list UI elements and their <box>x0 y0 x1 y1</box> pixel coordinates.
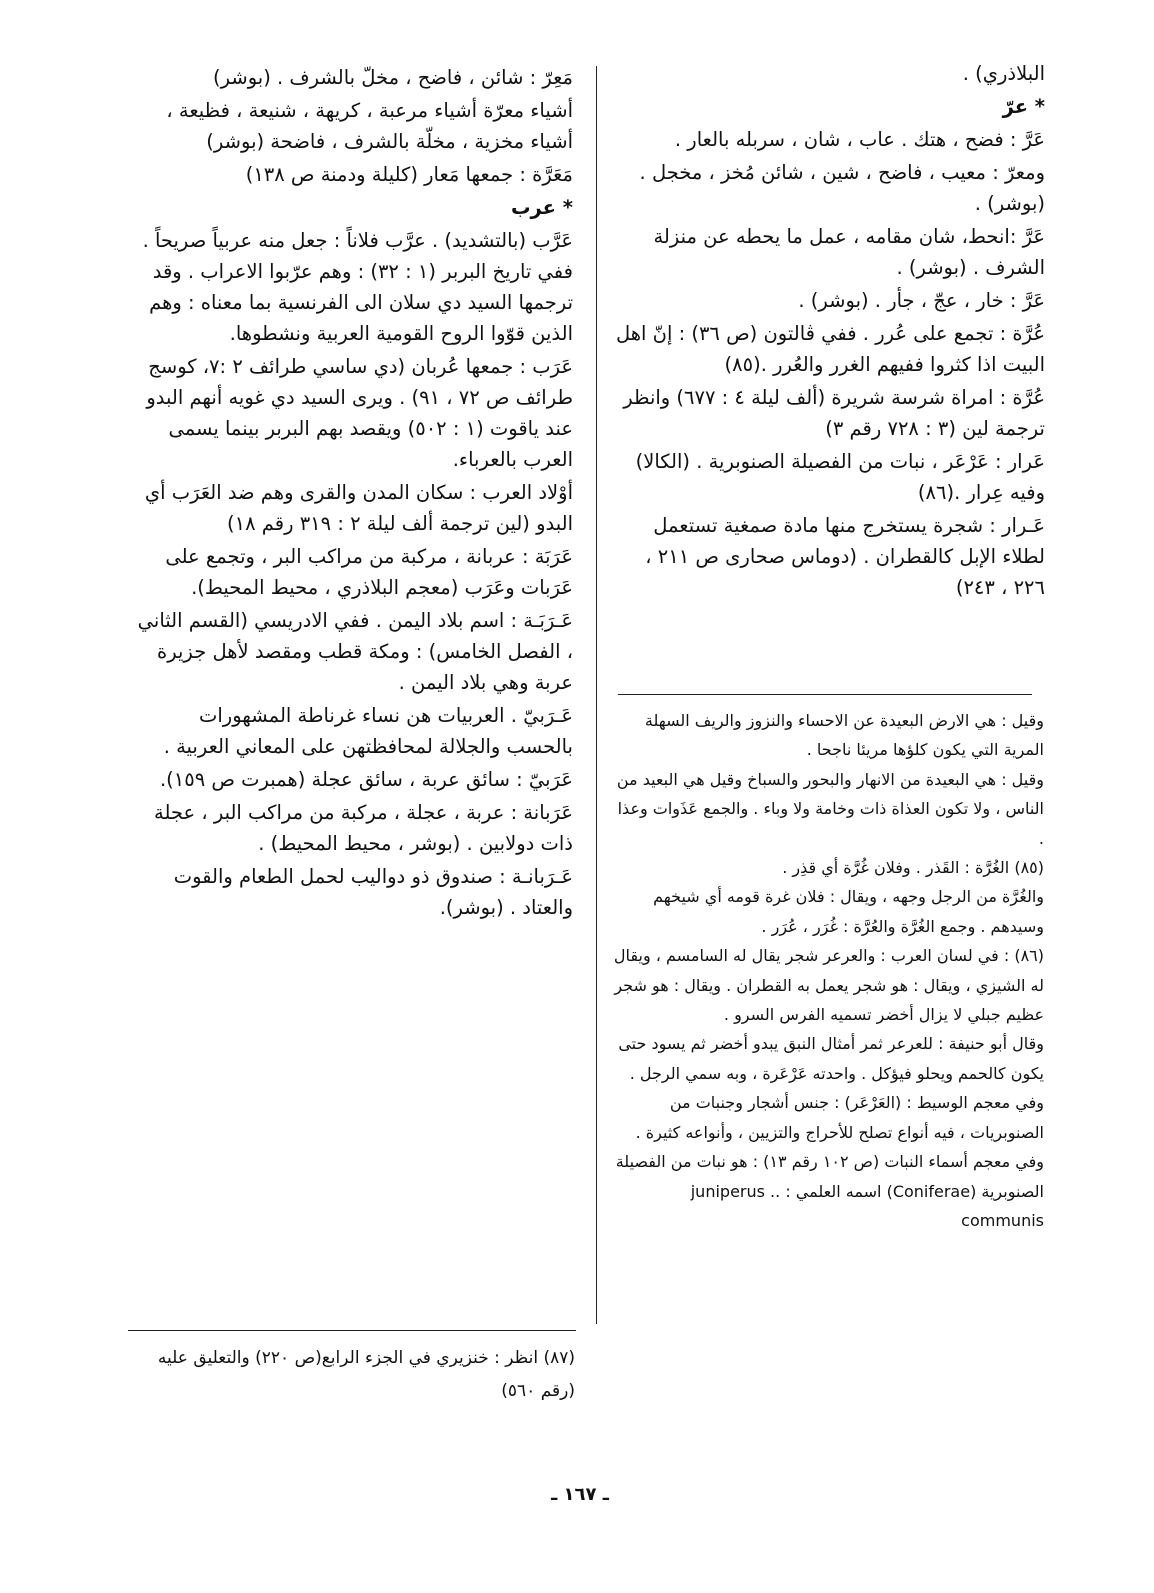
footnote-line: وفي معجم أسماء النبات (ص ١٠٢ رقم ١٣) : هو نبات من الفصيلة الصنوبرية (Coniferae) اسمه العلمي : .. juniperus communis <box>615 1152 1044 1230</box>
entry: عَرَبَة : عربانة ، مركبة من مراكب البر ، وتجمع على عَرَبات وعَرَب (معجم البلاذري ، محيط المحيط). <box>165 545 573 599</box>
text-line: البلاذري) . <box>962 62 1045 85</box>
footnote-line: وقيل : هي الارض البعيدة عن الاحساء والنزوز والريف السهلة المرية التي يكون كلؤها مريئا ناجحا . <box>644 711 1044 760</box>
entry: عَرَّ :انحط، شان مقامه ، عمل ما يحطه عن منزلة الشرف . (بوشر) . <box>653 225 1045 279</box>
page-number: ـ ١٦٧ ـ <box>551 1484 609 1505</box>
right-column <box>615 58 1045 605</box>
entry: مَعِرّ : شائن ، فاضح ، مخلّ بالشرف . (بوشر) <box>212 66 573 89</box>
footnote-line: وفي معجم الوسيط : (العَرْعَر) : جنس أشجار وجنبات من الصنوبريات ، فيه أنواع تصلح للأحراج والتزيين ، وأنواعه كثيرة . <box>635 1093 1044 1142</box>
entry: عَرَبيّ : سائق عربة ، سائق عجلة (همبرت ص ١٥٩). <box>159 768 573 791</box>
entry: عَرَبانة : عربة ، عجلة ، مركبة من مراكب البر ، عجلة ذات دولابين . (بوشر ، محيط المحيط) . <box>154 801 573 855</box>
footnote-rule-right <box>618 694 1032 695</box>
entry: عَـرَبانـة : صندوق ذو دواليب لحمل الطعام والقوت والعتاد . (بوشر). <box>173 865 573 919</box>
entry: عَـرَبَـة : اسم بلاد اليمن . ففي الادريسي (القسم الثاني ، الفصل الخامس) : ومكة قطب ومقصد لأهل جزيرة عربة وهي بلاد اليمن . <box>137 609 573 694</box>
entry: أوْلاد العرب : سكان المدن والقرى وهم ضد العَرَب أي البدو (لين ترجمة ألف ليلة ٢ : ٣١٩ رقم ١٨) <box>144 481 573 535</box>
footnote-line: والغُرَّة من الرجل وجهه ، ويقال : فلان غرة قومه أي شيخهم وسيدهم . وجمع الغُرَّة والعُرَّة : غُرَر ، عُرَر . <box>653 887 1044 936</box>
entry: عَرَّ : خار ، عجّ ، جأر . (بوشر) . <box>798 289 1045 312</box>
entry: ومعرّ : معيب ، فاضح ، شين ، شائن مُخز ، مخجل . (بوشر) . <box>639 161 1045 215</box>
column-divider <box>596 66 597 1324</box>
entry: عَـرَبيّ . العربيات هن نساء غرناطة المشهورات بالحسب والجلالة لمحافظتهن على المعاني العربية . <box>163 704 573 758</box>
entry: عَرَّ : فضح ، هتك . عاب ، شان ، سربله بالعار . <box>674 128 1045 151</box>
entry: عُرَّة : امراة شرسة شريرة (ألف ليلة ٤ : ٦٧٧) وانظر ترجمة لين (٣ : ٧٢٨ رقم ٣) <box>623 386 1045 440</box>
entry: عَرَّب (بالتشديد) . عرَّب فلاناً : جعل منه عربياً صريحاً . ففي تاريخ البربر (١ : ٣٢) : وهم عرّبوا الاعراب . وقد ترجمها السيد دي سلان الى الفرنسية بما معناه : وهم الذين قوّوا الروح القومية العربية ونشطوها. <box>142 229 573 345</box>
footnote-line: وقيل : هي البعيدة من الانهار والبحور والسباخ وقيل هي البعيد من الناس ، ولا تكون العذاة ذات وخامة ولا وباء . والجمع عَذَوات وعذا . <box>616 769 1044 848</box>
footnote-line: (٨٧) انظر : خنزيري في الجزء الرابع(ص ٢٢٠) والتعليق عليه (رقم ٥٦٠) <box>157 1348 575 1401</box>
root-heading: * عرب <box>510 196 573 219</box>
root-heading: * عرّ <box>1002 95 1045 118</box>
footnote-line: (٨٦) : في لسان العرب : والعرعر شجر يقال له السامسم ، ويقال له الشيزي ، ويقال : هو شجر يعمل به القطران . ويقال : هو شجر عظيم جبلي لا يزال أخضر تسميه الفرس السرو . <box>613 946 1044 1025</box>
footnote-rule-left <box>128 1330 576 1331</box>
entry: مَعَرَّة : جمعها مَعار (كليلة ودمنة ص ١٣٨) <box>245 163 573 186</box>
footnote-left <box>135 1342 575 1408</box>
entry: عَرَب : جمعها عُربان (دي ساسي طرائف ٢ :٧، كوسج طرائف ص ٧٢ ، ٩١) . ويرى السيد دي غويه أنهم البدو عند ياقوت (١ : ٥٠٢) ويقصد بهم البربر بينما يسمى العرب بالعرباء. <box>146 355 573 471</box>
entry: عَرار : عَرْعَر ، نبات من الفصيلة الصنوبرية . (الكالا) وفيه عِرار .(٨٦) <box>635 450 1045 504</box>
entry: عُرَّة : تجمع على عُرر . ففي ڤالتون (ص ٣٦) : إنّ اهل البيت اذا كثروا ففيهم الغرر والعُرر .(٨٥) <box>615 322 1045 376</box>
footnotes-right <box>612 706 1044 1235</box>
left-column <box>128 62 573 925</box>
entry: عَـرار : شجرة يستخرج منها مادة صمغية تستعمل لطلاء الإبل كالقطران . (دوماس صحارى ص ٢١١ ، ٢٢٦ ، ٢٤٣) <box>645 514 1045 599</box>
footnote-line: وقال أبو حنيفة : للعرعر ثمر أمثال النبق يبدو أخضر ثم يسود حتى يكون كالحمم ويحلو فيؤكل . واحدته عَرْعَرة ، وبه سمي الرجل . <box>618 1034 1044 1083</box>
entry: أشياء معرّة أشياء مرعبة ، كريهة ، شنيعة ، فظيعة ، أشياء مخزية ، مخلّة بالشرف ، فاضحة (بوشر) <box>166 99 573 153</box>
footnote-line: (٨٥) الغُرَّة : القَذر . وفلان غُرَّة أي قذِر . <box>782 858 1044 878</box>
